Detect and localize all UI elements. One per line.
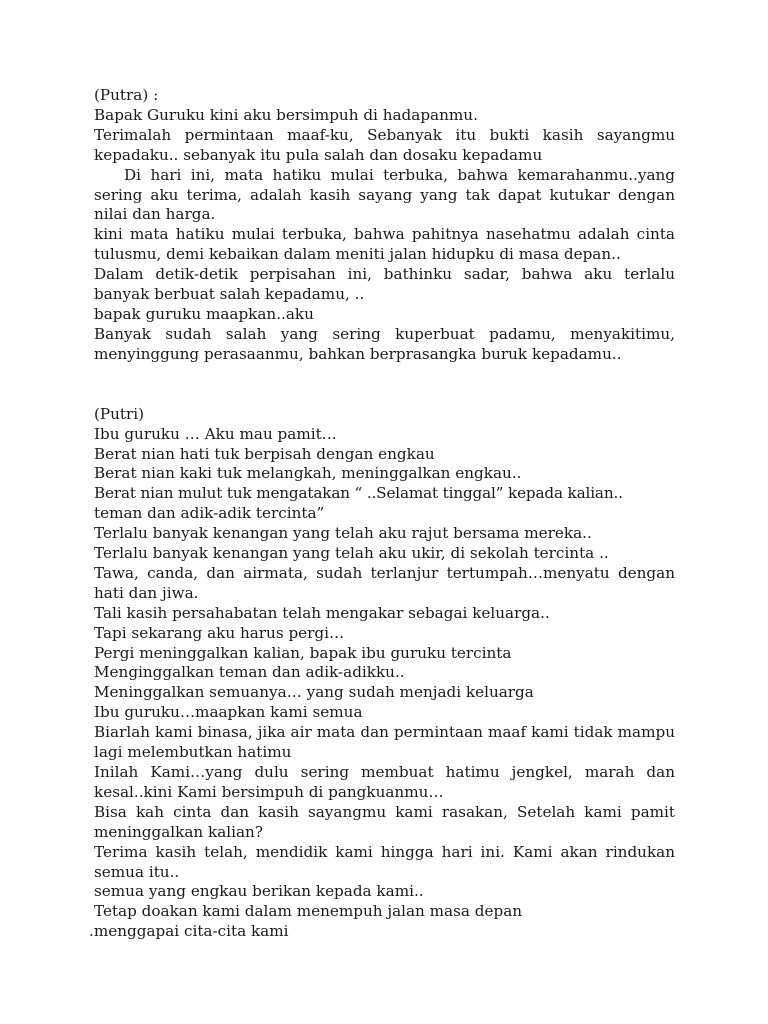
text-line: Terlalu banyak kenangan yang telah aku rajut bersama mereka.. xyxy=(94,524,592,543)
paragraph: Biarlah kami binasa, jika air mata dan permintaan maaf kami tidak mampu lagi melembutkan hatimu xyxy=(94,723,675,762)
text-line: Pergi meninggalkan kalian, bapak ibu guruku tercinta xyxy=(94,643,512,662)
text-line: Meninggalkan semuanya… yang sudah menjadi keluarga xyxy=(94,683,534,702)
paragraph: Banyak sudah salah yang sering kuperbuat padamu, menyakitimu, menyinggung perasaanmu, bahkan berprasangka buruk kepadamu.. xyxy=(94,324,675,363)
putri-heading: (Putri) xyxy=(94,404,145,423)
text-line: .menggapai cita-cita kami xyxy=(89,922,289,941)
text-line: semua yang engkau berikan kepada kami.. xyxy=(94,882,424,901)
text-line: Menginggalkan teman dan adik-adikku.. xyxy=(94,663,405,682)
text-line: Tapi sekarang aku harus pergi… xyxy=(94,623,345,642)
paragraph: Di hari ini, mata hatiku mulai terbuka, bahwa kemarahanmu..yang sering aku terima, adalah kasih sayang yang tak dapat kutukar dengan nilai dan harga. xyxy=(94,165,675,224)
text-line: Tetap doakan kami dalam menempuh jalan masa depan xyxy=(94,902,523,921)
text-line: Berat nian kaki tuk melangkah, meninggalkan engkau.. xyxy=(94,464,522,483)
paragraph: Bisa kah cinta dan kasih sayangmu kami rasakan, Setelah kami pamit meninggalkan kalian? xyxy=(94,802,675,841)
paragraph: Terimalah permintaan maaf-ku, Sebanyak itu bukti kasih sayangmu kepadaku.. sebanyak itu pula salah dan dosaku kepadamu xyxy=(94,125,675,164)
paragraph: Inilah Kami…yang dulu sering membuat hatimu jengkel, marah dan kesal..kini Kami bersimpuh di pangkuanmu… xyxy=(94,763,675,801)
text-line: Ibu guruku…maapkan kami semua xyxy=(94,703,363,722)
text-line: bapak guruku maapkan..aku xyxy=(94,304,314,323)
putri-section xyxy=(89,404,675,942)
putra-section xyxy=(94,86,675,365)
text-line: Berat nian mulut tuk mengatakan “ ..Selamat tinggal” kepada kalian.. xyxy=(94,484,623,503)
paragraph: Terima kasih telah, mendidik kami hingga hari ini. Kami akan rindukan semua itu.. xyxy=(94,842,675,881)
text-line: Berat nian hati tuk berpisah dengan engkau xyxy=(94,444,435,463)
text-line: Terlalu banyak kenangan yang telah aku ukir, di sekolah tercinta .. xyxy=(94,544,609,563)
document-page xyxy=(89,86,675,942)
text-line: Tali kasih persahabatan telah mengakar sebagai keluarga.. xyxy=(94,603,550,622)
paragraph: Dalam detik-detik perpisahan ini, bathinku sadar, bahwa aku terlalu banyak berbuat salah kepadamu, .. xyxy=(94,265,675,304)
text-line: Ibu guruku … Aku mau pamit… xyxy=(94,424,337,443)
putra-heading: (Putra) : xyxy=(94,86,159,104)
paragraph: kini mata hatiku mulai terbuka, bahwa pahitnya nasehatmu adalah cinta tulusmu, demi kebaikan dalam meniti jalan hidupku di masa depan.. xyxy=(94,225,675,264)
text-line: teman dan adik-adik tercinta” xyxy=(94,504,325,523)
paragraph: Tawa, canda, dan airmata, sudah terlanjur tertumpah…menyatu dengan hati dan jiwa. xyxy=(94,563,675,602)
text-line: Bapak Guruku kini aku bersimpuh di hadapanmu. xyxy=(94,105,478,124)
